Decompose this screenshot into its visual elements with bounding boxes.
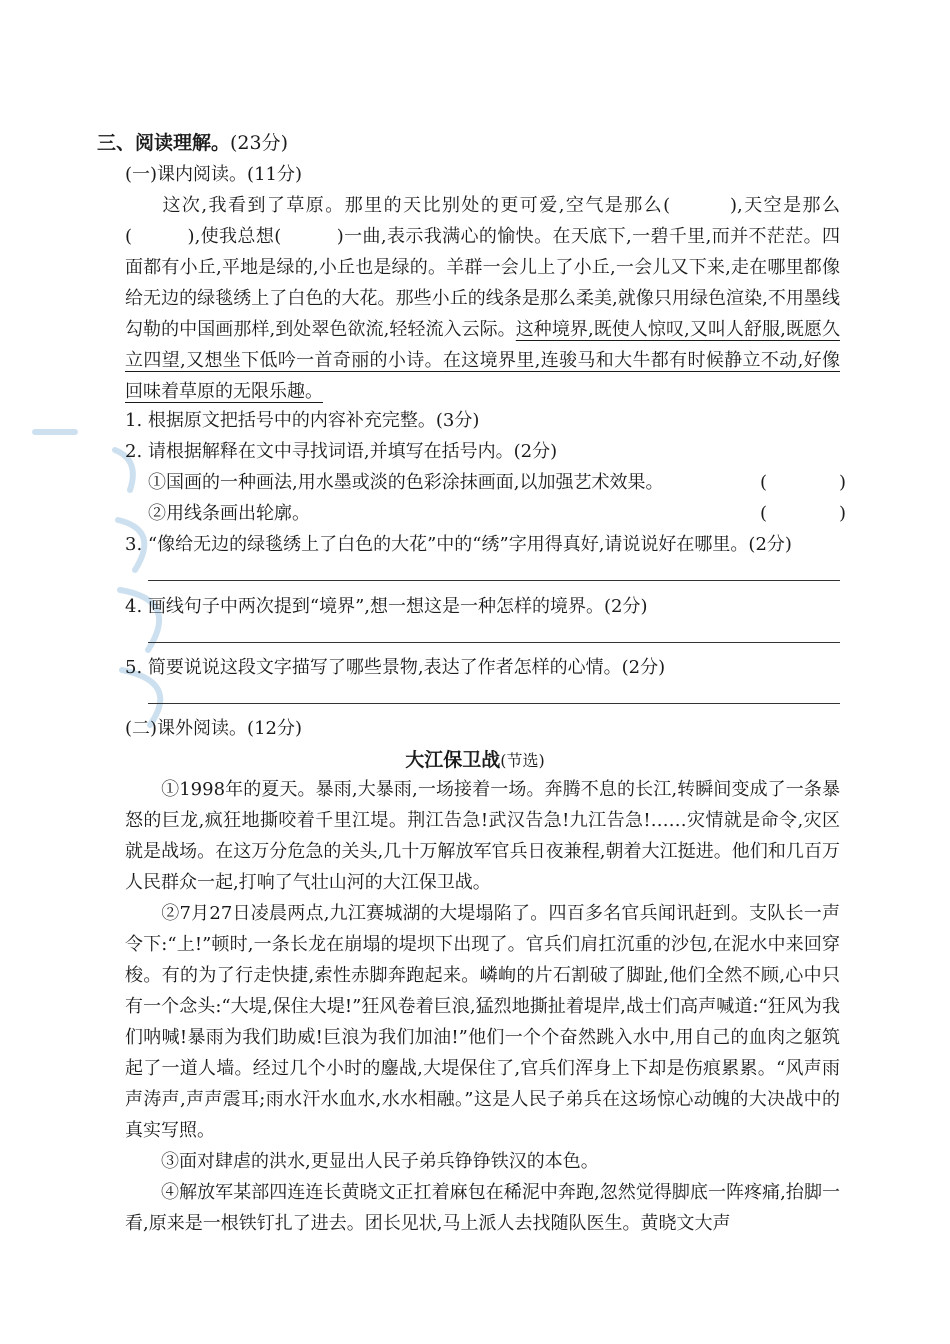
section-points: (23分): [230, 132, 289, 154]
article-paragraph-3: ③面对肆虐的洪水,更显出人民子弟兵铮铮铁汉的本色。: [161, 1151, 599, 1172]
answer-line-4[interactable]: [148, 642, 840, 643]
article-paragraph-4: ④解放军某部四连连长黄晓文正扛着麻包在稀泥中奔跑,忽然觉得脚底一阵疼痛,抬脚一看,原来是一根铁钉扎了进去。团长见状,马上派人去找随队医生。黄晓文大声: [125, 1182, 840, 1234]
question-1: 1. 根据原文把括号中的内容补充完整。(3分): [125, 410, 480, 431]
question-3: 3. “像给无边的绿毯绣上了白色的大花”中的“绣”字用得真好,请说说好在哪里。(2分): [125, 534, 792, 555]
section-title-text: 三、阅读理解。: [97, 132, 231, 154]
article-paragraph-1: ①1998年的夏天。暴雨,大暴雨,一场接着一场。奔腾不息的长江,转瞬间变成了一条暴怒的巨龙,疯狂地撕咬着千里江堤。荆江告急!武汉告急!九江告急!……灾情就是命令,灾区就是战场。在这万分危急的关头,几十万解放军官兵日夜兼程,朝着大江挺进。他们和几百万人民群众一起,打响了气壮山河的大江保卫战。: [125, 779, 840, 893]
article-paragraph-2: ②7月27日凌晨两点,九江赛城湖的大堤塌陷了。四百多名官兵闻讯赶到。支队长一声令下:“上!”顿时,一条长龙在崩塌的堤坝下出现了。官兵们肩扛沉重的沙包,在泥水中来回穿梭。有的为了行走快捷,索性赤脚奔跑起来。嶙峋的片石割破了脚趾,他们全然不顾,心中只有一个念头:“大堤,保住大堤!”狂风卷着巨浪,猛烈地撕扯着堤岸,战士们高声喊道:“狂风为我们呐喊!暴雨为我们助威!巨浪为我们加油!”他们一个个奋然跳入水中,用自己的血肉之躯筑起了一道人墙。经过几个小时的鏖战,大堤保住了,官兵们浑身上下却是伤痕累累。“风声雨声涛声,声声震耳;雨水汗水血水,水水相融。”这是人民子弟兵在这场惊心动魄的大决战中的真实写照。: [125, 903, 840, 1141]
underlined-sentence-2: 在这境界里,连骏马和大牛都有时候静立不动,好像回味着草原的无限乐趣。: [125, 350, 840, 402]
answer-line-3[interactable]: [148, 580, 840, 581]
answer-bracket-2[interactable]: ( ): [760, 503, 847, 524]
underlined-sentence-1: 这种境界,既使人惊叹,又叫人舒服,既愿久立四望,又想坐下低吟一首奇丽的小诗。: [125, 319, 840, 371]
article-title: [0, 745, 950, 772]
article-title-note: (节选): [500, 751, 545, 770]
answer-line-5[interactable]: [148, 703, 840, 704]
question-2-option-2: ②用线条画出轮廓。: [148, 503, 310, 524]
passage-text: 这次,我看到了草原。那里的天比别处的更可爱,空气是那么( ),天空是那么( ),使我总想( )一曲,表示我满心的愉快。在天底下,一碧千里,而并不茫茫。四面都有小丘,平地是绿的,小丘也是绿的。羊群一会儿上了小丘,一会儿又下来,走在哪里都像给无边的绿毯绣上了白色的大花。那些小丘的线条是那么柔美,就像只用绿色渲染,不用墨线勾勒的中国画那样,到处翠色欲流,轻轻流入云际。: [125, 195, 840, 340]
part2-heading: (二)课外阅读。(12分): [125, 718, 302, 739]
question-4: 4. 画线句子中两次提到“境界”,想一想这是一种怎样的境界。(2分): [125, 596, 648, 617]
section-title: [97, 128, 288, 155]
question-2-option-1: ①国画的一种画法,用水墨或淡的色彩涂抹画面,以加强艺术效果。: [148, 472, 664, 493]
answer-bracket-1[interactable]: ( ): [760, 472, 847, 493]
article-title-text: 大江保卫战: [405, 749, 501, 771]
part1-passage: [125, 190, 840, 407]
part1-heading: (一)课内阅读。(11分): [125, 164, 302, 185]
question-2: 2. 请根据解释在文中寻找词语,并填写在括号内。(2分): [125, 441, 558, 462]
question-5: 5. 简要说说这段文字描写了哪些景物,表达了作者怎样的心情。(2分): [125, 657, 666, 678]
